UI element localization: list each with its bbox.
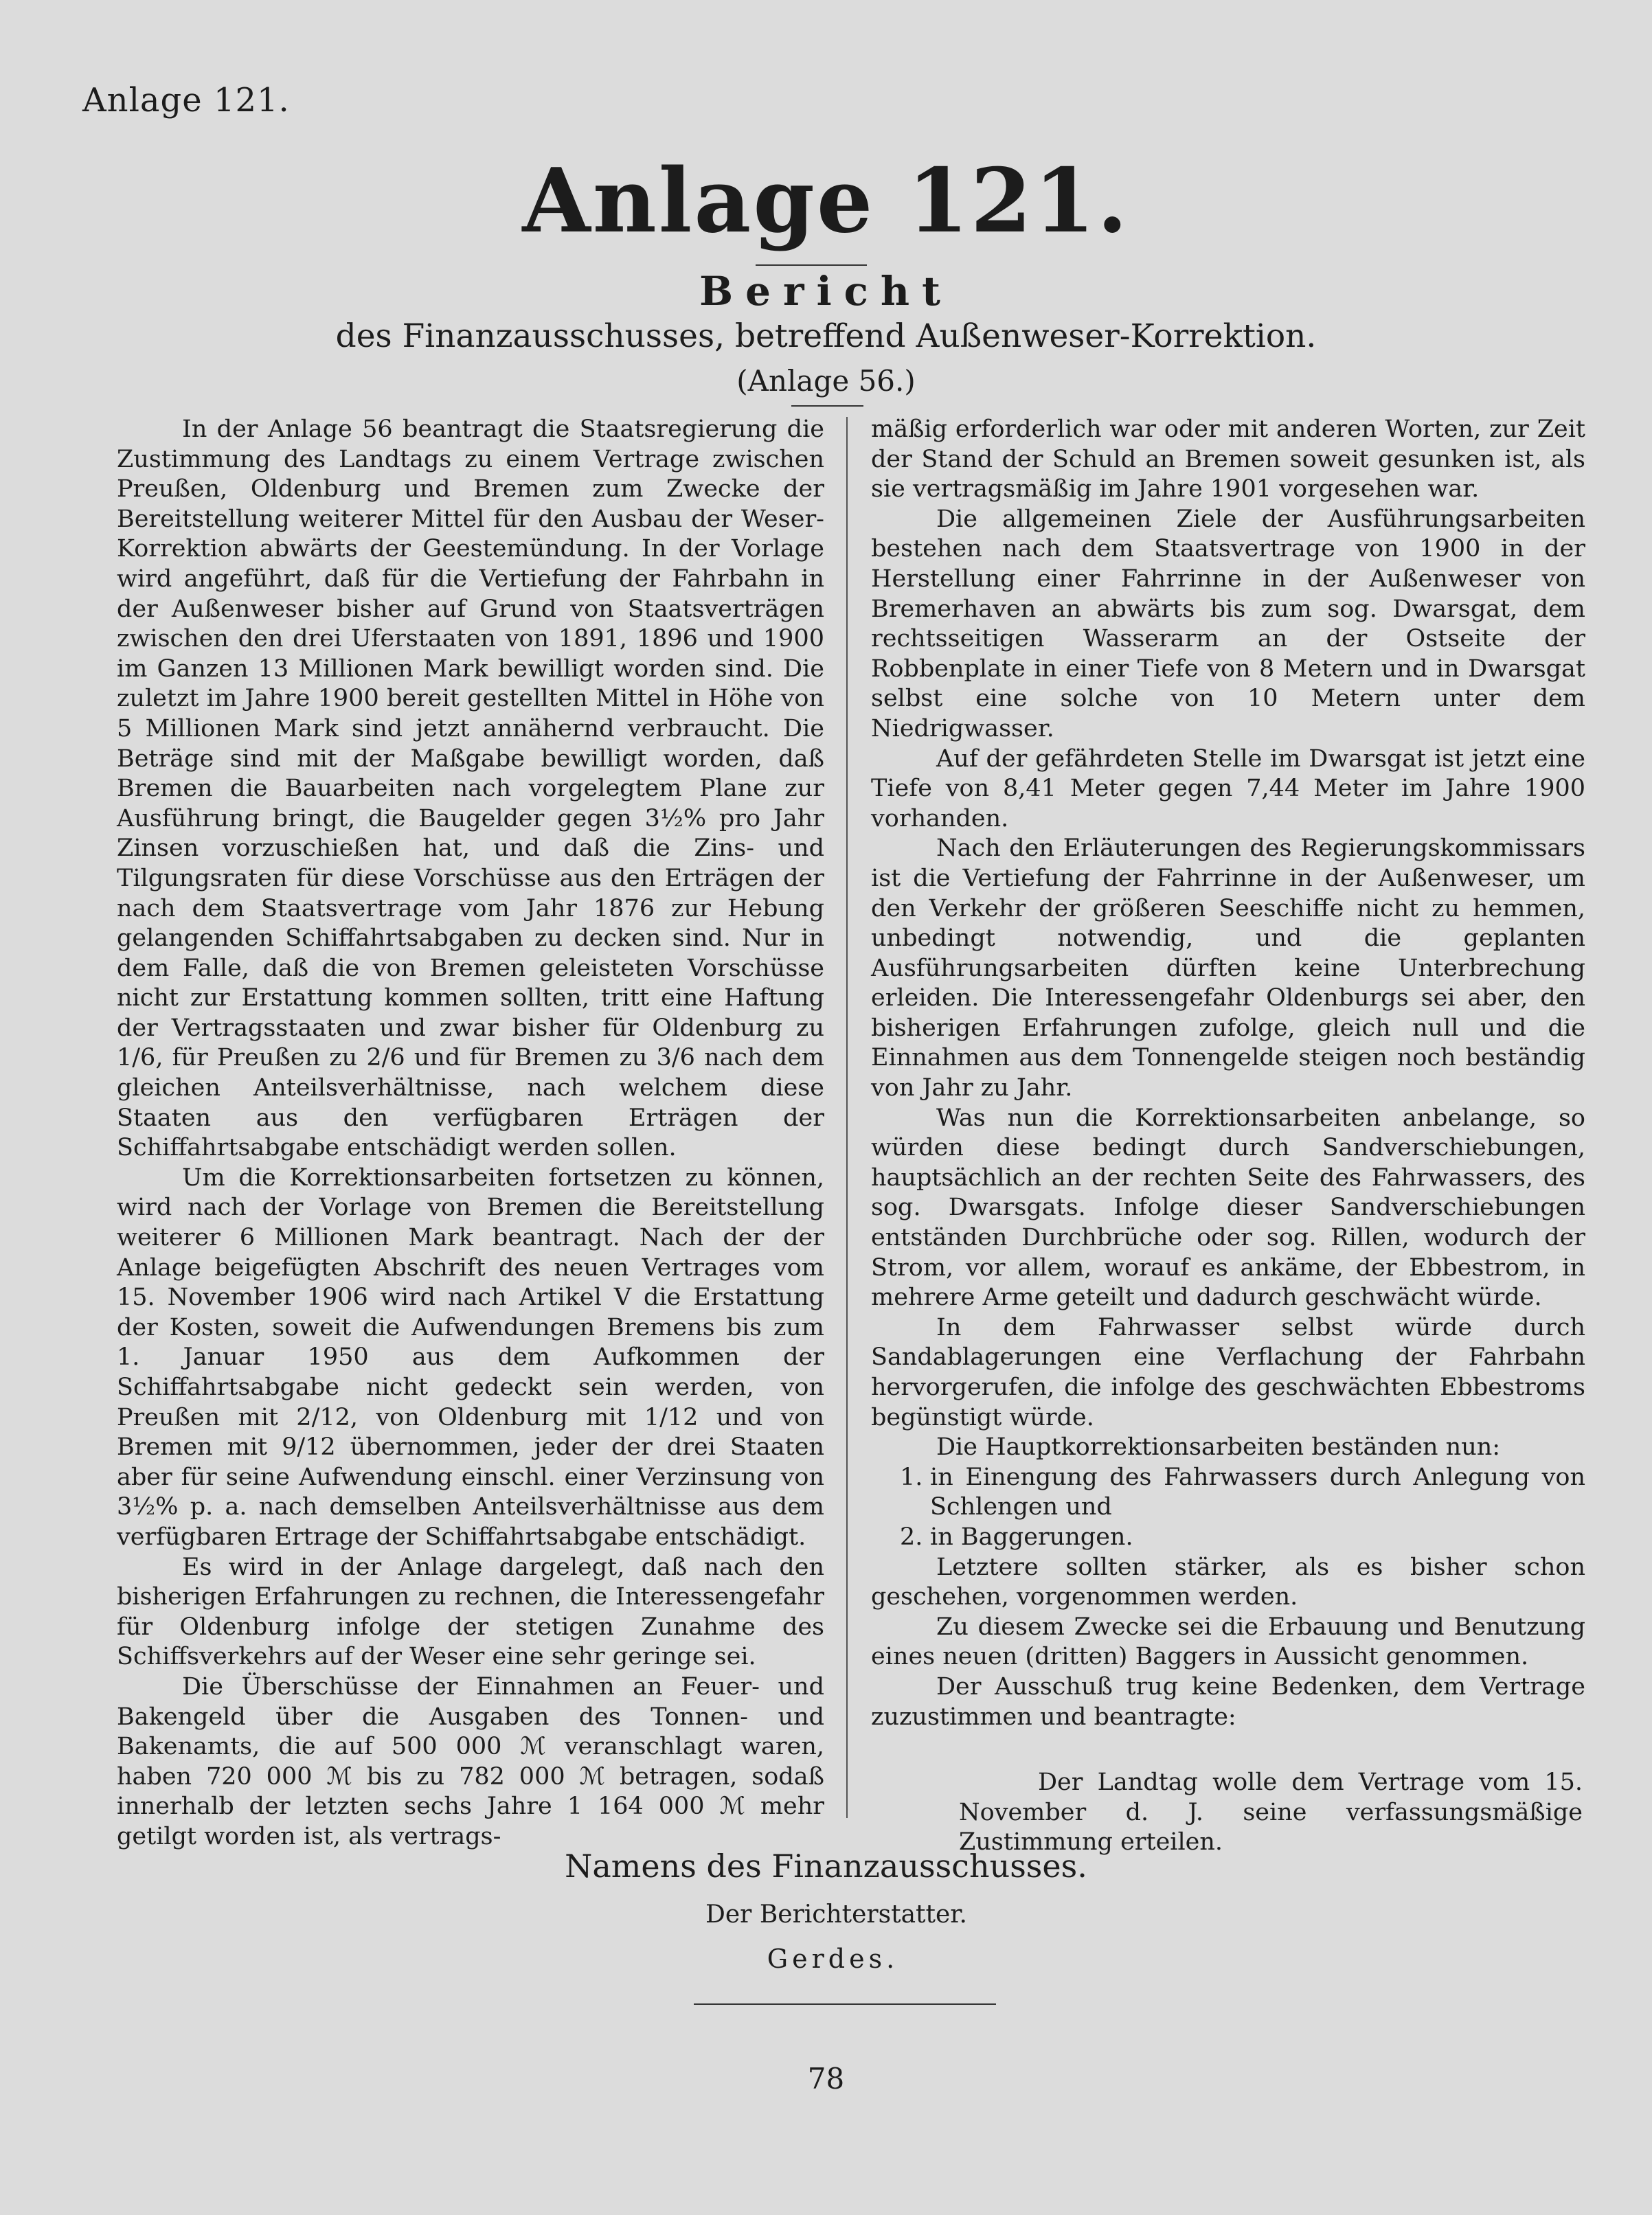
report-subtitle: Bericht — [699, 268, 953, 315]
paragraph: Nach den Erläuterungen des Regierungskommissars ist die Vertiefung der Fahrrinne in der Außenweser, um den Verkehr der größeren Seeschiffe nicht zu hemmen, unbedingt notwendig, und die geplanten Ausführungsarbeiten dürften keine Unterbrechung erleiden. Die Interessengefahr Oldenburgs sei aber, den bisherigen Erfahrungen zufolge, gleich null und die Einnahmen aus dem Tonnengelde steigen noch beständig von Jahr zu Jahr. — [871, 834, 1585, 1102]
list-item-number: 1. — [900, 1463, 923, 1491]
paragraph: mäßig erforderlich war oder mit anderen Worten, zur Zeit der Stand der Schuld an Bremen soweit gesunken ist, als sie vertragsmäßig im Jahre 1901 vorgesehen war. — [871, 416, 1585, 503]
motion-text: Der Landtag wolle dem Vertrage vom 15. November d. J. seine verfassungsmäßige Zustimmung erteilen. — [959, 1769, 1583, 1856]
left-column — [117, 415, 824, 1852]
page-title: Anlage 121. — [522, 150, 1130, 253]
paragraph: Die allgemeinen Ziele der Ausführungsarbeiten bestehen nach dem Staatsvertrage von 1900 in der Herstellung einer Fahrrinne in der Außenweser von Bremerhaven an abwärts bis zum sog. Dwarsgat, dem rechtsseitigen Wasserarm an der Ostseite der Robbenplate in einer Tiefe von 8 Metern und in Dwarsgat selbst eine solche von 10 Metern unter dem Niedrigwasser. — [871, 505, 1585, 742]
list-item — [871, 1463, 1585, 1523]
list-item-text: in Baggerungen. — [930, 1523, 1133, 1551]
page-number: 78 — [807, 2062, 845, 2095]
paragraph: Was nun die Korrektionsarbeiten anbelange, so würden diese bedingt durch Sandverschiebungen, hauptsächlich an der rechten Seite des Fahrwassers, des sog. Dwarsgats. Infolge dieser Sandverschiebungen entständen Durchbrüche oder sog. Rillen, wodurch der Strom, vor allem, worauf es ankäme, der Ebbestrom, in mehrere Arme geteilt und dadurch geschwächt würde. — [871, 1104, 1585, 1312]
right-column — [871, 415, 1585, 1858]
paragraph: Die Hauptkorrektionsarbeiten beständen nun: — [936, 1433, 1501, 1462]
paragraph: Die Überschüsse der Einnahmen an Feuer- und Bakengeld über die Ausgaben des Tonnen- und Bakenamts, die auf 500 000 ℳ veranschlagt waren, haben 720 000 ℳ bis zu 782 000 ℳ betragen, sodaß innerhalb der letzten sechs Jahre 1 164 000 ℳ mehr getilgt worden ist, als vertrags- — [117, 1672, 824, 1850]
paragraph: Auf der gefährdeten Stelle im Dwarsgat ist jetzt eine Tiefe von 8,41 Meter gegen 7,44 Meter im Jahre 1900 vorhanden. — [871, 745, 1585, 832]
column-divider — [846, 417, 848, 1818]
signature-name: Gerdes. — [767, 1944, 899, 1974]
paragraph: In dem Fahrwasser selbst würde durch Sandablagerungen eine Verflachung der Fahrbahn hervorgerufen, die infolge des geschwächten Ebbestroms begünstigt würde. — [871, 1313, 1585, 1431]
signature-role: Der Berichterstatter. — [705, 1900, 967, 1929]
signature-committee: Namens des Finanzausschusses. — [565, 1848, 1087, 1885]
list-item-number: 2. — [900, 1523, 923, 1551]
paragraph: Zu diesem Zwecke sei die Erbauung und Benutzung eines neuen (dritten) Baggers in Aussicht genommen. — [871, 1613, 1585, 1671]
paragraph: Letztere sollten stärker, als es bisher schon geschehen, vorgenommen werden. — [871, 1553, 1585, 1611]
paragraph: Der Ausschuß trug keine Bedenken, dem Vertrage zuzustimmen und beantragte: — [871, 1672, 1585, 1731]
report-description: des Finanzausschusses, betreffend Außenweser-Korrektion. — [335, 317, 1317, 355]
annex-reference: (Anlage 56.) — [736, 364, 916, 398]
paragraph: Es wird in der Anlage dargelegt, daß nach den bisherigen Erfahrungen zu rechnen, die Interessengefahr für Oldenburg infolge der stetigen Zunahme des Schiffsverkehrs auf der Weser eine sehr geringe sei. — [117, 1553, 824, 1671]
header-rule — [791, 405, 863, 407]
title-rule — [756, 264, 867, 266]
list-item-text: in Einengung des Fahrwassers durch Anlegung von Schlengen und — [930, 1463, 1585, 1521]
list-item — [871, 1523, 1585, 1553]
running-head: Anlage 121. — [82, 81, 290, 120]
footer-rule — [694, 2003, 996, 2005]
paragraph: In der Anlage 56 beantragt die Staatsregierung die Zustimmung des Landtags zu einem Vertrage zwischen Preußen, Oldenburg und Bremen zum Zwecke der Bereitstellung weiterer Mittel für den Ausbau der Weser-Korrektion abwärts der Geestemündung. In der Vorlage wird angeführt, daß für die Vertiefung der Fahrbahn in der Außenweser bisher auf Grund von Staatsverträgen zwischen den drei Uferstaaten von 1891, 1896 und 1900 im Ganzen 13 Millionen Mark bewilligt worden sind. Die zuletzt im Jahre 1900 bereit gestellten Mittel in Höhe von 5 Millionen Mark sind jetzt annähernd verbraucht. Die Beträge sind mit der Maßgabe bewilligt worden, daß Bremen die Bauarbeiten nach vorgelegtem Plane zur Ausführung bringt, die Baugelder gegen 3½% pro Jahr Zinsen vorzuschießen hat, und daß die Zins- und Tilgungsraten für diese Vorschüsse aus den Erträgen der nach dem Staatsvertrage vom Jahr 1876 zur Hebung gelangenden Schiffahrtsabgaben zu decken sind. Nur in dem Falle, daß die von Bremen geleisteten Vorschüsse nicht zur Erstattung kommen sollten, tritt eine Haftung der Vertragsstaaten und zwar bisher für Oldenburg zu 1/6, für Preußen zu 2/6 und für Bremen zu 3/6 nach dem gleichen Anteilsverhältnisse, nach welchem diese Staaten aus den verfügbaren Erträgen der Schiffahrtsabgabe entschädigt werden sollen. — [117, 416, 824, 1162]
paragraph: Um die Korrektionsarbeiten fortsetzen zu können, wird nach der Vorlage von Bremen die Bereitstellung weiterer 6 Millionen Mark beantragt. Nach der der Anlage beigefügten Abschrift des neuen Vertrages vom 15. November 1906 wird nach Artikel V die Erstattung der Kosten, soweit die Aufwendungen Bremens bis zum 1. Januar 1950 aus dem Aufkommen der Schiffahrtsabgabe nicht gedeckt sein werden, von Preußen mit 2/12, von Oldenburg mit 1/12 und von Bremen mit 9/12 übernommen, jeder der drei Staaten aber für seine Aufwendung einschl. einer Verzinsung von 3½% p. a. nach demselben Anteilsverhältnisse aus dem verfügbaren Ertrage der Schiffahrtsabgabe entschädigt. — [117, 1163, 824, 1551]
